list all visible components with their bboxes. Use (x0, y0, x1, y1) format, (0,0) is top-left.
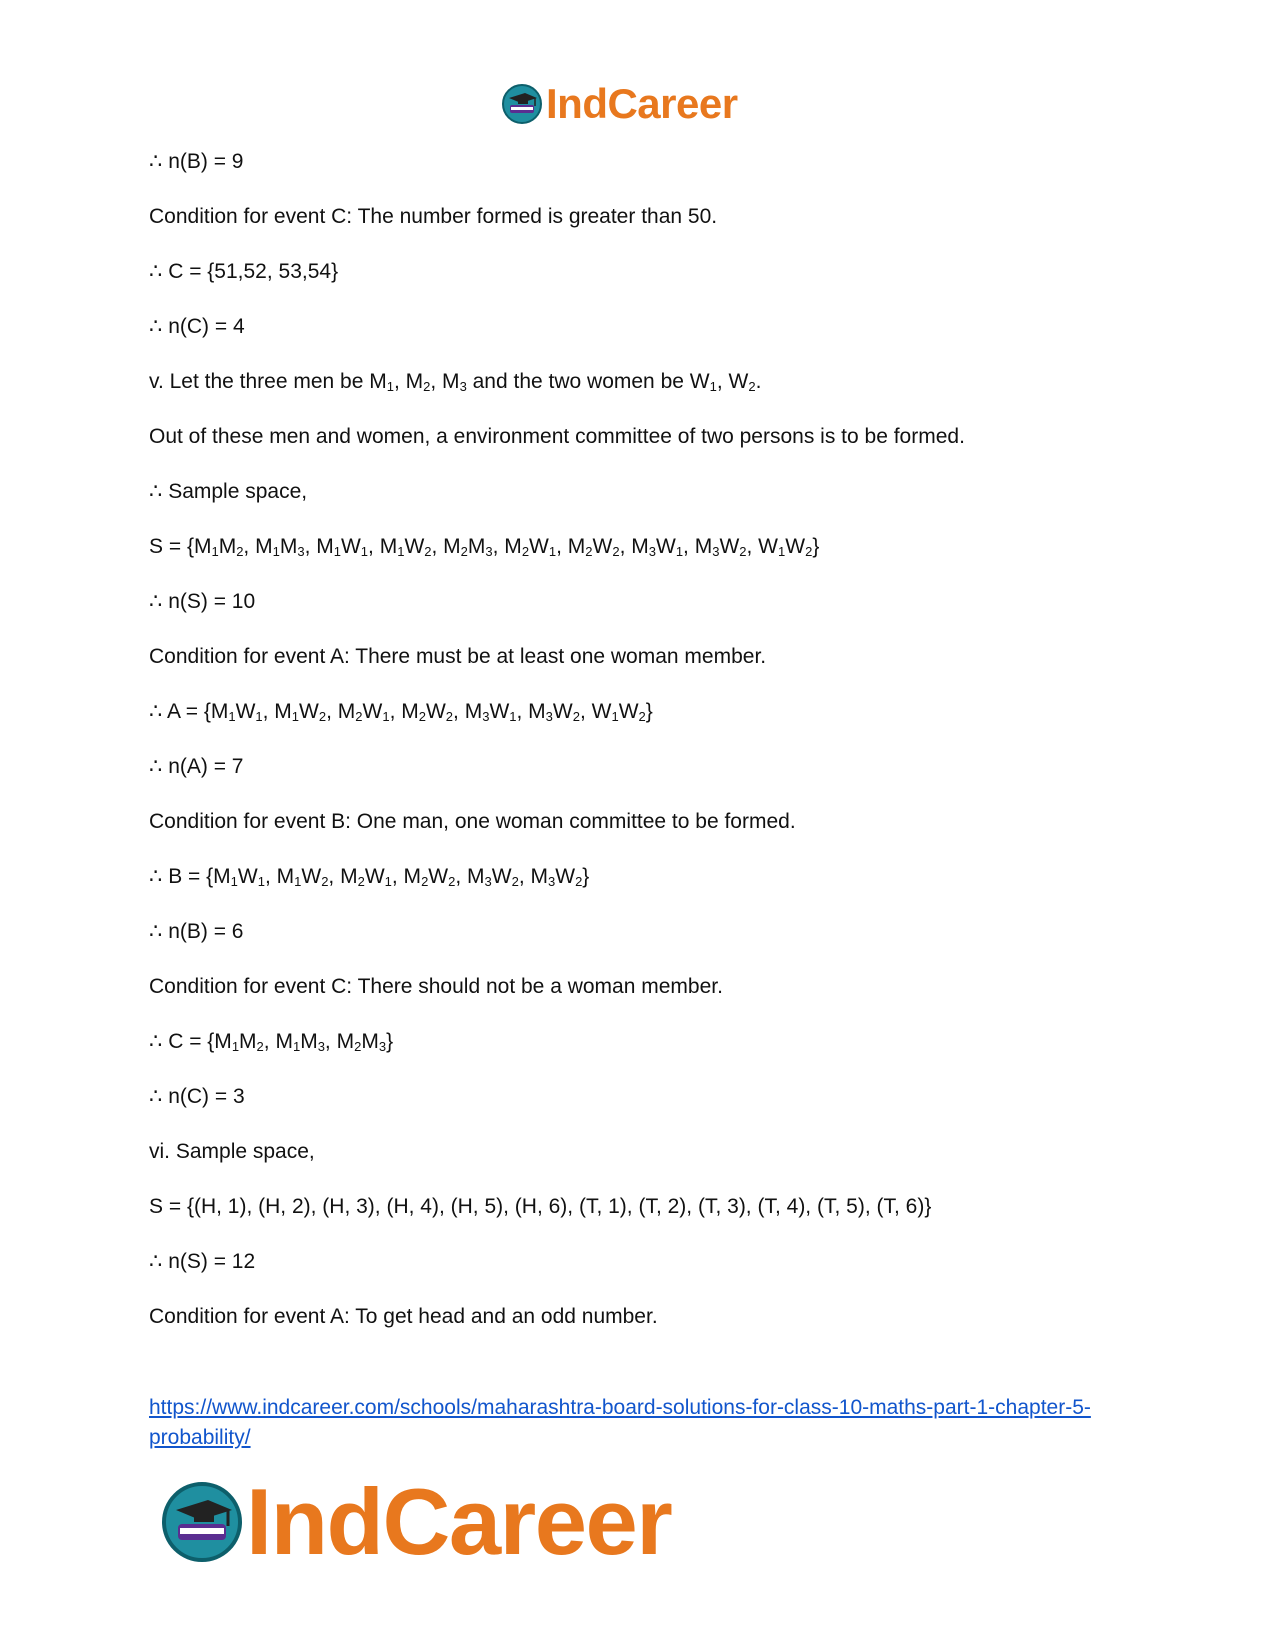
text-line (149, 920, 243, 944)
subscript: 2 (511, 874, 519, 889)
subscript: 2 (256, 1039, 264, 1054)
subscript: 1 (386, 379, 394, 394)
subscript: 2 (572, 709, 580, 724)
text-segment: ∴ n(S) = 12 (149, 1250, 256, 1273)
subscript: 1 (548, 544, 557, 559)
text-segment: , M (263, 1030, 293, 1053)
subscript: 3 (317, 1039, 325, 1054)
text-segment: W (785, 535, 806, 558)
text-segment: W (428, 865, 449, 888)
subscript: 1 (272, 544, 280, 559)
subscript: 2 (318, 709, 327, 724)
text-segment: ∴ n(C) = 3 (149, 1085, 245, 1108)
text-segment: , M (264, 865, 295, 888)
text-segment: } (812, 535, 820, 558)
subscript: 3 (548, 874, 556, 889)
text-segment: S = {(H, 1), (H, 2), (H, 3), (H, 4), (H, 5), (H, 6), (T, 1), (T, 2), (T, 3), (T, 4), (T, 5), (T, 6)} (149, 1195, 932, 1218)
text-segment: , M (516, 700, 546, 723)
text-segment: W (489, 700, 510, 723)
text-segment: } (582, 865, 590, 888)
text-segment: , M (326, 700, 356, 723)
text-line (149, 370, 761, 394)
text-segment: } (645, 700, 653, 723)
subscript: 3 (482, 709, 490, 724)
text-line (149, 865, 589, 889)
subscript: 1 (291, 709, 300, 724)
text-segment: ∴ n(C) = 4 (149, 315, 245, 338)
subscript: 3 (712, 544, 720, 559)
source-link[interactable]: https://www.indcareer.com/schools/maharashtra-board-solutions-for-class-10-maths-part-1-chapter-5-probability/ (149, 1396, 1091, 1449)
text-segment: ∴ n(A) = 7 (149, 755, 244, 778)
subscript: 2 (418, 709, 426, 724)
subscript: 1 (257, 874, 265, 889)
text-segment: M (300, 1030, 318, 1053)
text-line (149, 810, 796, 834)
subscript: 1 (509, 709, 517, 724)
subscript: 2 (805, 544, 813, 559)
text-segment: , W (579, 700, 612, 723)
text-line (149, 755, 243, 779)
subscript: 2 (748, 379, 756, 394)
text-segment: ∴ Sample space, (149, 480, 308, 503)
text-segment: S = {M (149, 535, 212, 558)
text-segment: M (239, 1030, 257, 1053)
text-line (149, 1085, 245, 1109)
text-segment: W (237, 865, 258, 888)
subscript: 2 (585, 544, 593, 559)
text-segment: W (235, 700, 256, 723)
text-segment: , M (328, 865, 358, 888)
text-segment: } (386, 1030, 394, 1053)
logo-wordmark: IndCareer (546, 80, 738, 127)
text-segment: M (467, 535, 486, 558)
subscript: 1 (231, 1039, 240, 1054)
text-segment: , W (716, 370, 749, 393)
subscript: 2 (575, 874, 583, 889)
subscript: 1 (397, 544, 405, 559)
text-segment: , M (683, 535, 713, 558)
text-segment: , M (518, 865, 548, 888)
text-line (149, 645, 766, 669)
subscript: 1 (611, 709, 619, 724)
text-segment: , M (453, 700, 483, 723)
subscript: 3 (378, 1039, 387, 1054)
text-line (149, 1140, 315, 1164)
text-line (149, 315, 245, 339)
text-line (149, 700, 653, 724)
subscript: 1 (230, 874, 238, 889)
subscript: 3 (648, 544, 656, 559)
subscript: 2 (612, 544, 620, 559)
text-segment: and the two women be W (466, 370, 710, 393)
text-segment: , M (389, 700, 419, 723)
text-segment: Condition for event C: The number formed is greater than 50. (149, 205, 718, 228)
text-segment: , M (556, 535, 586, 558)
text-segment: v. Let the three men be M (149, 370, 387, 393)
text-segment: , M (431, 535, 461, 558)
text-segment: W (364, 865, 385, 888)
subscript: 2 (357, 874, 365, 889)
text-segment: , W (746, 535, 779, 558)
text-segment: W (552, 700, 573, 723)
subscript: 3 (297, 544, 305, 559)
text-segment: , M (619, 535, 649, 558)
subscript: 2 (445, 709, 454, 724)
subscript: 1 (384, 874, 392, 889)
text-segment: , M (262, 700, 292, 723)
subscript: 2 (236, 544, 244, 559)
text-segment: . (755, 370, 762, 393)
subscript: 1 (255, 709, 263, 724)
text-line (149, 205, 717, 229)
subscript: 1 (675, 544, 684, 559)
text-segment: ∴ B = {M (149, 865, 231, 888)
text-segment: Out of these men and women, a environment committee of two persons is to be formed. (149, 425, 965, 448)
subscript: 2 (424, 544, 432, 559)
text-segment: W (301, 865, 322, 888)
text-segment: ∴ C = {M (149, 1030, 232, 1053)
text-line (149, 590, 255, 614)
subscript: 1 (709, 379, 717, 394)
subscript: 2 (354, 1039, 362, 1054)
text-segment: W (425, 700, 446, 723)
text-segment: Condition for event C: There should not be a woman member. (149, 975, 723, 998)
text-segment: ∴ C = {51,52, 53,54} (149, 260, 339, 283)
text-segment: W (491, 865, 512, 888)
text-segment: vi. Sample space, (149, 1140, 315, 1163)
text-segment: , M (304, 535, 334, 558)
text-line (149, 1195, 931, 1219)
subscript: 1 (211, 544, 219, 559)
footer-logo (160, 1468, 671, 1576)
subscript: 1 (778, 544, 786, 559)
text-segment: , M (368, 535, 398, 558)
subscript: 2 (448, 874, 456, 889)
subscript: 2 (521, 544, 530, 559)
text-segment: W (404, 535, 425, 558)
text-segment: ∴ A = {M (149, 700, 229, 723)
graduation-book-icon (501, 83, 543, 125)
text-line (149, 150, 243, 174)
subscript: 2 (421, 874, 429, 889)
text-segment: , M (455, 865, 485, 888)
text-segment: M (279, 535, 298, 558)
text-segment: , M (492, 535, 522, 558)
text-line (149, 480, 307, 504)
text-segment: Condition for event B: One man, one woman committee to be formed. (149, 810, 796, 833)
text-line (149, 535, 819, 559)
subscript: 2 (423, 379, 431, 394)
subscript: 2 (355, 709, 363, 724)
text-segment: W (719, 535, 740, 558)
subscript: 2 (638, 709, 646, 724)
subscript: 3 (484, 874, 492, 889)
text-segment: M (361, 1030, 379, 1053)
text-segment: W (655, 535, 676, 558)
text-segment: W (529, 535, 549, 558)
subscript: 1 (294, 874, 302, 889)
text-segment: W (618, 700, 639, 723)
header-logo (501, 80, 738, 128)
text-line (149, 425, 965, 449)
text-line (149, 1250, 255, 1274)
subscript: 2 (739, 544, 747, 559)
subscript: 1 (333, 544, 341, 559)
subscript: 3 (545, 709, 553, 724)
text-segment: , M (243, 535, 273, 558)
subscript: 2 (460, 544, 468, 559)
text-segment: ∴ n(S) = 10 (149, 590, 256, 613)
subscript: 3 (485, 544, 493, 559)
text-segment: ∴ n(B) = 6 (149, 920, 244, 943)
text-segment: Condition for event A: There must be at least one woman member. (149, 645, 767, 668)
text-line (149, 1305, 658, 1329)
text-segment: W (555, 865, 576, 888)
subscript: 1 (292, 1039, 301, 1054)
text-segment: Condition for event A: To get head and an odd number. (149, 1305, 658, 1328)
text-segment: W (299, 700, 319, 723)
logo-wordmark: IndCareer (246, 1469, 672, 1574)
text-segment: , M (391, 865, 422, 888)
text-segment: M (218, 535, 237, 558)
text-line (149, 1030, 393, 1054)
text-segment: , M (324, 1030, 355, 1053)
graduation-book-icon (160, 1480, 244, 1564)
text-segment: ∴ n(B) = 9 (149, 150, 244, 173)
subscript: 1 (228, 709, 236, 724)
text-segment: W (592, 535, 613, 558)
text-line (149, 260, 338, 284)
text-segment: , M (393, 370, 424, 393)
text-segment: W (340, 535, 361, 558)
subscript: 3 (459, 379, 467, 394)
subscript: 1 (382, 709, 390, 724)
subscript: 2 (321, 874, 329, 889)
text-line (149, 975, 723, 999)
subscript: 1 (360, 544, 369, 559)
text-segment: W (362, 700, 383, 723)
text-segment: , M (430, 370, 460, 393)
